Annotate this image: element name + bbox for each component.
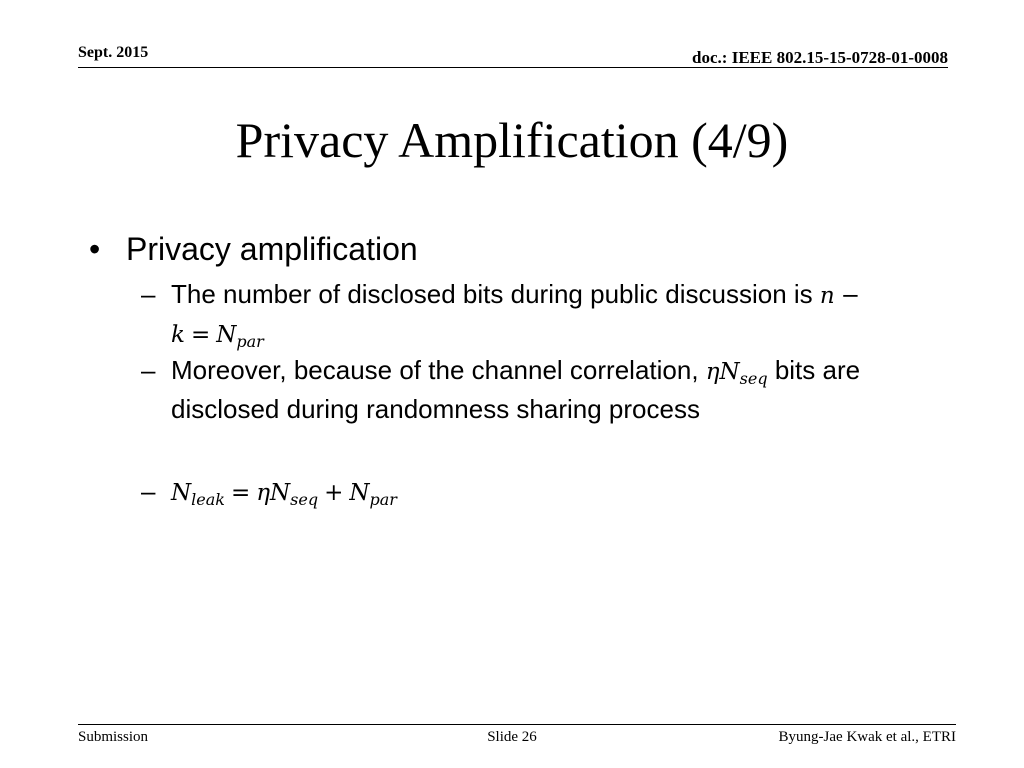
- footer-slide-number: Slide 26: [487, 729, 537, 745]
- sub-bullet-1-math-k: k: [171, 322, 185, 348]
- header-doc-id: doc.: IEEE 802.15-15-0728-01-0008: [692, 48, 948, 67]
- sub-bullet-1-math-N: N: [216, 322, 237, 348]
- sub-bullet-2: [171, 352, 961, 428]
- formula-eta: η: [256, 480, 271, 506]
- main-bullet-text: Privacy amplification: [126, 231, 418, 267]
- sub-bullet-2-text-after-1: bits are: [767, 355, 861, 385]
- sub-bullet-1-text: The number of disclosed bits during public discussion is: [171, 279, 820, 309]
- formula-N-par: N: [349, 480, 370, 506]
- sub-bullet-1-dash: –: [141, 279, 156, 309]
- sub-bullet-3-dash: –: [141, 476, 156, 506]
- sub-bullet-2-math-N: N: [719, 359, 740, 385]
- sub-bullet-2-text-before: Moreover, because of the channel correlation,: [171, 355, 706, 385]
- formula-N-seq: N: [270, 480, 291, 506]
- slide-title: Privacy Amplification (4/9): [235, 112, 789, 168]
- formula-sub-seq: seq: [290, 490, 319, 509]
- sub-bullet-2-dash: –: [141, 355, 156, 385]
- formula-sub-par: par: [369, 490, 397, 509]
- sub-bullet-2-math-sub: seq: [739, 369, 768, 388]
- footer-rule: [78, 724, 956, 725]
- sub-bullet-2-math-eta: η: [705, 359, 720, 385]
- footer-author: Byung-Jae Kwak et al., ETRI: [778, 729, 956, 745]
- sub-bullet-1-math-sub: par: [236, 332, 264, 351]
- sub-bullet-1-math-minus: −: [840, 283, 860, 309]
- formula-N-leak: N: [171, 480, 192, 506]
- sub-bullet-1-math-n: n: [819, 283, 835, 309]
- formula-sub-leak: leak: [191, 490, 225, 509]
- sub-bullet-2-text-after-2: disclosed during randomness sharing process: [171, 394, 700, 424]
- formula-eq: =: [230, 480, 251, 506]
- footer-submission: Submission: [78, 729, 149, 745]
- sub-bullet-1: [171, 276, 961, 354]
- formula-plus: +: [324, 480, 344, 506]
- sub-bullet-1-math-eq: =: [190, 322, 211, 348]
- header-date: Sept. 2015: [78, 44, 149, 61]
- sub-bullet-3-formula: [171, 473, 961, 512]
- bullet-glyph: •: [89, 231, 101, 267]
